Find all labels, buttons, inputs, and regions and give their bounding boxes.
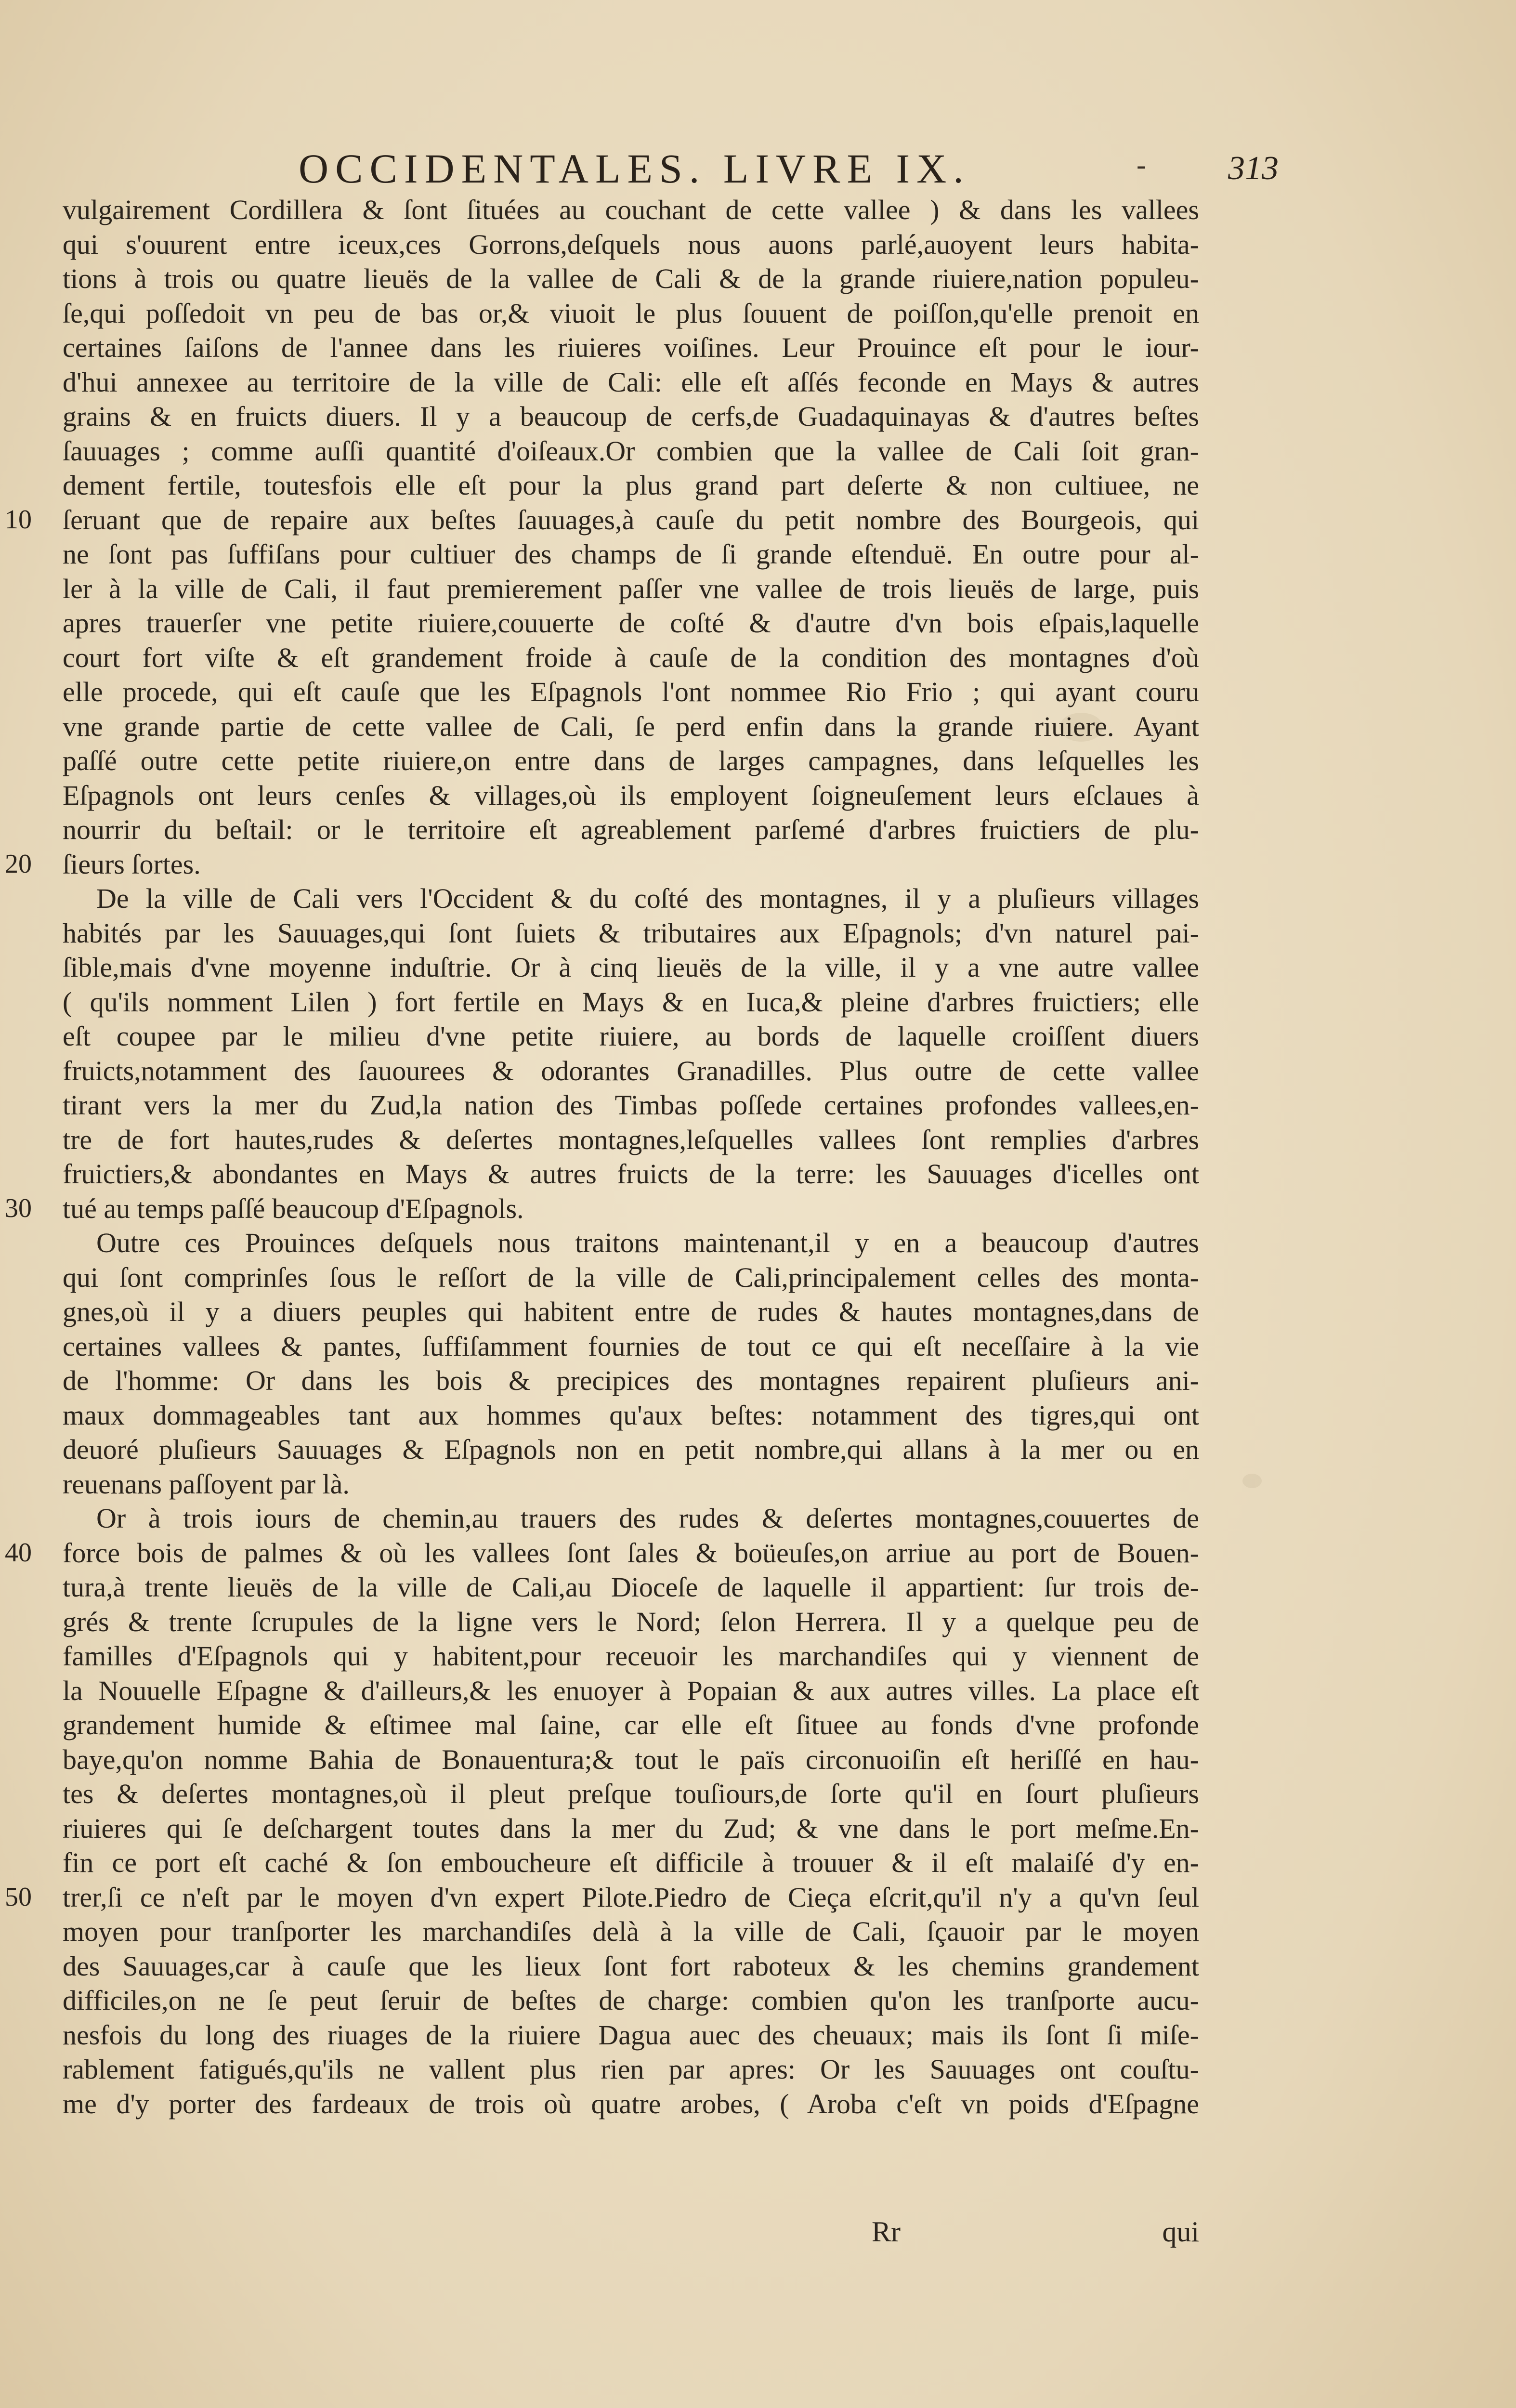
line-text: fin ce port eſt caché & ſon embouchеure eſt difficile à trouuer & il eſt malaiſé d'y en- (63, 1847, 1199, 1878)
line-text: tions à trois ou quatre lieuës de la vallee de Cali & de la grande riuiere,nation populeu- (63, 263, 1199, 294)
text-line (63, 537, 1199, 572)
line-text: me d'y porter des fardeaux de trois où quatre arobes, ( Aroba c'eſt vn poids d'Eſpagne (63, 2088, 1199, 2120)
catchword: qui (1162, 2216, 1199, 2248)
text-line (63, 1570, 1199, 1605)
line-text: Eſpagnols ont leurs cenſes & villages,où ils employent ſoigneuſement leurs eſclaues à (63, 779, 1199, 811)
line-text: De la ville de Cali vers l'Occident & du coſté des montagnes, il y a pluſieurs villages (96, 883, 1199, 914)
text-line (63, 606, 1199, 641)
line-text: ( qu'ils nomment Lilen ) fort fertile en Mays & en Iuca,& pleine d'arbres fruictiers; elle (63, 986, 1199, 1018)
line-text: ler à la ville de Cali, il faut premierement paſſer vne vallee de trois lieuës de large, puis (63, 573, 1199, 604)
line-text: grés & trente ſcrupules de la ligne vers le Nord; ſelon Herrera. Il y a quelque peu de (63, 1606, 1199, 1637)
line-text: la Nouuelle Eſpagne & d'ailleurs,& les enuoyer à Popaian & aux autres villes. La place eſt (63, 1675, 1199, 1706)
text-line (63, 1742, 1199, 1777)
text-line (5, 503, 1199, 537)
line-text: des Sauuages,car à cauſe que les lieux ſont fort raboteux & les chemins grandement (63, 1950, 1199, 1982)
line-text: reuenans paſſoyent par là. (63, 1468, 350, 1500)
line-text: elle procede, qui eſt cauſe que les Eſpagnols l'ont nommee Rio Frio ; qui ayant couru (63, 676, 1199, 707)
line-text: tué au temps paſſé beaucoup d'Eſpagnols. (63, 1192, 524, 1224)
text-line (63, 468, 1199, 503)
text-line (5, 1880, 1199, 1915)
line-text: apres trauerſer vne petite riuiere,couuerte de coſté & d'autre d'vn bois eſpais,laquelle (63, 607, 1199, 639)
line-text: deuoré pluſieurs Sauuages & Eſpagnols non en petit nombre,qui allans à la mer ou en (63, 1434, 1199, 1465)
line-text: tura,à trente lieuës de la ville de Cali,au Dioceſe de laquelle il appartient: ſur trois de- (63, 1571, 1199, 1603)
line-text: force bois de palmes & où les vallees ſont ſales & boüeuſes,on arriue au port de Bouen- (63, 1537, 1199, 1569)
text-line (63, 675, 1199, 709)
text-line (63, 1811, 1199, 1846)
line-text: eſt coupee par le milieu d'vne petite riuiere, au bords de laquelle croiſſent diuers (63, 1021, 1199, 1052)
line-text: dement fertile, toutesfois elle eſt pour la plus grand part deſerte & non cultiuee, ne (63, 470, 1199, 501)
line-text: gnes,où il y a diuers peuples qui habitent entre de rudes & hautes montagnes,dans de (63, 1296, 1199, 1327)
text-line (63, 778, 1199, 813)
text-line (63, 1123, 1199, 1157)
text-line (63, 1019, 1199, 1054)
text-line (63, 262, 1199, 296)
text-line (63, 1329, 1199, 1364)
page-header (299, 144, 1493, 197)
line-number: 30 (5, 1193, 32, 1223)
running-title: OCCIDENTALES. LIVRE IX. (299, 145, 970, 192)
line-text: ſe,qui poſſedoit vn peu de bas or,& viuoit le plus ſouuent de poiſſon,qu'elle prenoit en (63, 297, 1199, 329)
text-line (63, 881, 1199, 916)
page-footer (63, 2215, 1199, 2254)
text-line (63, 572, 1199, 606)
line-text: de l'homme: Or dans les bois & precipices des montagnes repairent pluſieurs ani- (63, 1365, 1199, 1396)
line-text: nourrir du beſtail: or le territoire eſt agreablement parſemé d'arbres fruictiers de plu- (63, 814, 1199, 845)
text-line (63, 1226, 1199, 1260)
line-text: qui s'ouurent entre iceux,ces Gorrons,deſquels nous auons parlé,auoyent leurs habita- (63, 228, 1199, 260)
line-text: Outre ces Prouinces deſquels nous traitons maintenant,il y en a beaucoup d'autres (96, 1227, 1199, 1258)
line-text: maux dommageables tant aux hommes qu'aux beſtes: notamment des tigres,qui ont (63, 1399, 1199, 1431)
body-text (5, 193, 1199, 2121)
line-text: rablement fatigués,qu'ils ne vallent plus rien par apres: Or les Sauuages ont couſtu- (63, 2054, 1199, 2085)
text-line (63, 1054, 1199, 1088)
text-line (63, 1914, 1199, 1949)
text-line (63, 1949, 1199, 1984)
line-text: familles d'Eſpagnols qui y habitent,pour receuoir les marchandiſes qui y viennent de (63, 1640, 1199, 1672)
text-line (63, 434, 1199, 469)
line-number: 40 (5, 1537, 32, 1568)
paper-stain (1242, 1474, 1262, 1488)
text-line (63, 916, 1199, 951)
text-line (63, 1639, 1199, 1674)
signature-mark: Rr (872, 2216, 901, 2248)
line-text: certaines ſaiſons de l'annee dans les riuieres voiſines. Leur Prouince eſt pour le iour- (63, 332, 1199, 363)
line-text: ſauuages ; comme auſſi quantité d'oiſeaux.Or combien que la vallee de Cali ſoit gran- (63, 435, 1199, 467)
text-line (63, 330, 1199, 365)
line-text: ſeruant que de repaire aux beſtes ſauuages,à cauſe du petit nombre des Bourgeois, qui (63, 504, 1199, 536)
line-number: 20 (5, 849, 32, 879)
text-line (63, 950, 1199, 985)
text-line (63, 1260, 1199, 1295)
header-mark: - (1137, 149, 1146, 181)
text-line (63, 296, 1199, 331)
text-line (63, 227, 1199, 262)
text-line (5, 1536, 1199, 1570)
text-line (63, 1605, 1199, 1639)
page-number: 313 (1228, 150, 1279, 187)
line-text: ſible,mais d'vne moyenne induſtrie. Or à cinq lieuës de la ville, il y a vne autre vallee (63, 952, 1199, 983)
line-number: 50 (5, 1882, 32, 1912)
text-line (63, 1777, 1199, 1811)
text-line (63, 1363, 1199, 1398)
line-text: certaines vallees & pantes, ſuffiſamment fournies de tout ce qui eſt neceſſaire à la vie (63, 1330, 1199, 1362)
line-text: vulgairement Cordillera & ſont ſituées au couchant de cette vallee ) & dans les vallees (63, 194, 1199, 225)
line-text: tre de fort hautes,rudes & deſertes montagnes,leſquelles vallees ſont remplies d'arbres (63, 1124, 1199, 1155)
line-text: habités par les Sauuages,qui ſont ſuiets & tributaires aux Eſpagnols; d'vn naturel pai- (63, 917, 1199, 949)
text-line (63, 812, 1199, 847)
line-text: tes & deſertes montagnes,où il pleut preſque touſiours,de ſorte qu'il en ſourt pluſieurs (63, 1778, 1199, 1809)
text-line (63, 2052, 1199, 2087)
text-line (5, 847, 1199, 882)
line-text: vne grande partie de cette vallee de Cali, ſe perd enfin dans la grande riuiere. Ayant (63, 710, 1199, 742)
line-text: ne ſont pas ſuffiſans pour cultiuer des champs de ſi grande eſtenduë. En outre pour al- (63, 538, 1199, 570)
line-text: paſſé outre cette petite riuiere,on entre dans de larges campagnes, dans leſquelles les (63, 745, 1199, 776)
text-line (63, 641, 1199, 675)
line-text: tirant vers la mer du Zud,la nation des Timbas poſſede certaines profondes vallees,en- (63, 1089, 1199, 1121)
line-text: difficiles,on ne ſe peut ſeruir de beſtes de charge: combien qu'on les tranſporte aucu- (63, 1985, 1199, 2016)
text-line (5, 1191, 1199, 1226)
line-text: baye,qu'on nomme Bahia de Bonauentura;& tout le païs circonuoiſin eſt heriſſé en hau- (63, 1743, 1199, 1775)
text-line (63, 985, 1199, 1020)
text-line (63, 1295, 1199, 1329)
line-text: court fort viſte & eſt grandement froide à cauſe de la condition des montagnes d'où (63, 641, 1199, 673)
line-text: grains & en fruicts diuers. Il y a beaucoup de cerfs,de Guadaquinayas & d'autres beſtes (63, 401, 1199, 432)
text-line (63, 1708, 1199, 1742)
text-line (63, 365, 1199, 400)
text-line (63, 399, 1199, 434)
line-text: riuieres qui ſe deſchargent toutes dans la mer du Zud; & vne dans le port meſme.En- (63, 1812, 1199, 1844)
line-text: grandement humide & eſtimee mal ſaine, car elle eſt ſituee au fonds d'vne profonde (63, 1709, 1199, 1741)
line-text: d'hui annexee au territoire de la ville de Cali: elle eſt aſſés feconde en Mays & autres (63, 366, 1199, 398)
line-text: trer,ſi ce n'eſt par le moyen d'vn expert Pilote.Piedro de Cieça eſcrit,qu'il n'y a qu'vn ſeul (63, 1881, 1199, 1913)
text-line (63, 1845, 1199, 1880)
text-line (63, 1432, 1199, 1467)
text-line (63, 1467, 1199, 1502)
text-line (63, 1501, 1199, 1536)
text-line (63, 193, 1199, 227)
text-line (63, 709, 1199, 744)
line-text: fruictiers,& abondantes en Mays & autres fruicts de la terre: les Sauuages d'icelles ont (63, 1158, 1199, 1190)
line-number: 10 (5, 504, 32, 535)
text-line (63, 1088, 1199, 1123)
text-line (63, 1674, 1199, 1708)
text-line (63, 2087, 1199, 2121)
text-line (63, 2018, 1199, 2053)
line-text: ſieurs ſortes. (63, 848, 201, 880)
text-line (63, 744, 1199, 778)
text-line (63, 1157, 1199, 1191)
line-text: qui ſont comprinſes ſous le reſſort de la ville de Cali,principalement celles des monta- (63, 1261, 1199, 1293)
line-text: moyen pour tranſporter les marchandiſes delà à la ville de Cali, ſçauoir par le moyen (63, 1916, 1199, 1947)
text-line (63, 1983, 1199, 2018)
text-line (63, 1398, 1199, 1433)
line-text: Or à trois iours de chemin,au trauers des rudes & deſertes montagnes,couuertes de (96, 1503, 1199, 1534)
line-text: fruicts,notamment des ſauourees & odorantes Granadilles. Plus outre de cette vallee (63, 1055, 1199, 1086)
line-text: nesfois du long des riuages de la riuiere Dagua auec des cheuaux; mais ils ſont ſi miſe- (63, 2019, 1199, 2051)
